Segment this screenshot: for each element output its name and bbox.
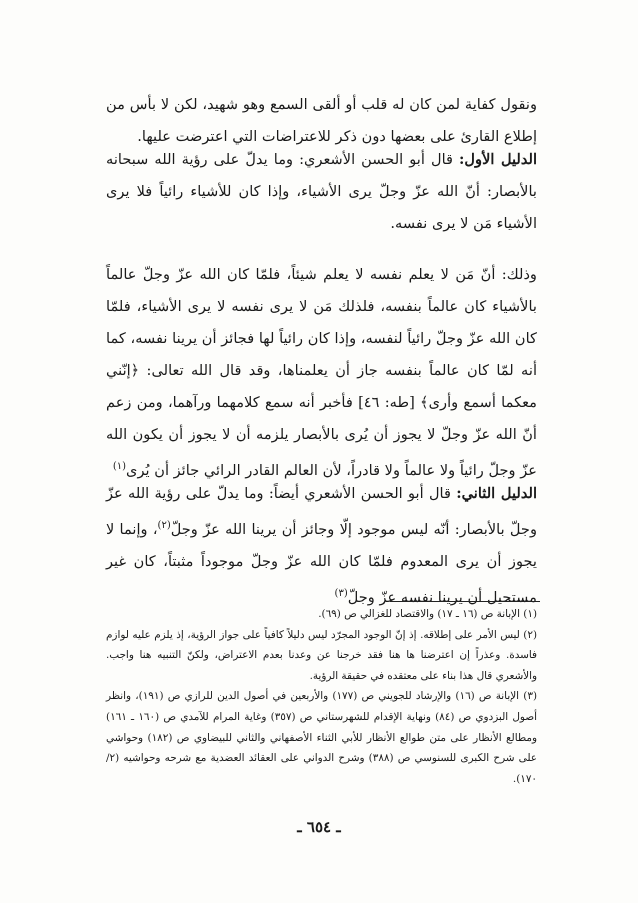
proof-one-text: قال أبو الحسن الأشعري: وما يدلّ على رؤية الله سبحانه بالأبصار: أنّ الله عزّ وجلّ يرى الأشياء، وإذا كان للأشياء رائياً فلا يرى الأشياء مَن لا يرى نفسه. bbox=[106, 151, 537, 232]
footnote-1: (١) الإبانة ص (١٦ ـ ١٧) والاقتصاد للغزالي ص (٦٩). bbox=[318, 608, 537, 620]
explanation-paragraph bbox=[106, 259, 537, 487]
footnote-marker-2[interactable]: (٢) bbox=[157, 520, 171, 531]
proof-two-heading: الدليل الثاني: bbox=[456, 485, 537, 502]
footnote-marker-3[interactable]: (٣) bbox=[334, 587, 348, 599]
proof-two-paragraph bbox=[106, 478, 537, 614]
proof-two-text-continued: ، وإنما لا يجوز أن يرى المعدوم فلمّا كان الله عزّ وجلّ موجوداً مثبتاً، كان غير مستحيل أن يرينا نفسه عزّ وجلّ bbox=[106, 520, 537, 606]
intro-text: ونقول كفاية لمن كان له قلب أو ألقى السمع وهو شهيد، لكن لا بأس من إطلاع القارئ على بعضها دون ذكر للاعتراضات التي اعترضت عليها. bbox=[106, 96, 537, 145]
footnote-2: (٢) ليس الأمر على إطلاقه. إذ إنّ الوجود المجرّد ليس دليلاً كافياً على جواز الرؤية، إذ يلزم عليه لوازم فاسدة. وعذراً إن اعترضنا ها هنا فقد خرجنا عن وعدنا بعدم الاعتراض، ولكنّ التنبيه هنا واجب. والأشعري قال هذا بناء على معتقده في حقيقة الرؤية. bbox=[106, 628, 537, 682]
proof-two-text: قال أبو الحسن الأشعري أيضاً: وما يدلّ على رؤية الله عزّ وجلّ بالأبصار: أنّه ليس موجود إلّا وجائز أن يرينا الله عزّ وجلّ bbox=[106, 485, 538, 538]
proof-one-heading: الدليل الأول: bbox=[459, 151, 538, 168]
proof-one-paragraph bbox=[106, 144, 537, 240]
footnote-marker-1[interactable]: (١) bbox=[112, 461, 127, 472]
page-number: ـ ٦٥٤ ـ bbox=[297, 818, 341, 836]
footnotes-section bbox=[106, 604, 537, 789]
footnote-divider bbox=[390, 601, 540, 602]
footnote-3: (٣) الإبانة ص (١٦) والإرشاد للجويني ص (١٧٧) والأربعين في أصول الدين للرازي ص (١٩١)، وانظر أصول البزدوي ص (٨٤) ونهاية الإقدام للشهرستاني ص (٣٥٧) وغاية المرام للآمدي ص (١٦٠ ـ ١٦١) ومطالع الأنظار على متن طوالع الأنظار للأبي الثناء الأصفهاني والثاني للبيضاوي ص (١٨٢) وحواشي على شرح الكبرى للسنوسي ص (٣٨٨) وشرح الدواني على العقائد العضدية مع شرحه وحواشيه (٢/ ١٧٠). bbox=[106, 690, 537, 785]
explanation-text: وذلك: أنّ مَن لا يعلم نفسه لا يعلم شيئاً، فلمّا كان الله عزّ وجلّ عالماً بالأشياء كان عالماً بنفسه، فلذلك مَن لا يرى نفسه لا يرى الأشياء، فلمّا كان الله عزّ وجلّ رائياً لنفسه، وإذا كان رائياً لها فجائز أن يرينا نفسه، كما أنه لمّا كان عالماً بنفسه جاز أن يعلمناها، وقد قال الله تعالى: ﴿إنّني معكما أسمع وأرى﴾ [طه: ٤٦] فأخبر أنه سمع كلامهما ورآهما، ومن زعم أنّ الله عزّ وجلّ لا يجوز أن يُرى بالأبصار يلزمه أن لا يجوز أن يكون الله عزّ وجلّ رائياً ولا عالماً ولا قادراً، لأن العالم القادر الرائي جائز أن يُرى bbox=[106, 266, 537, 479]
